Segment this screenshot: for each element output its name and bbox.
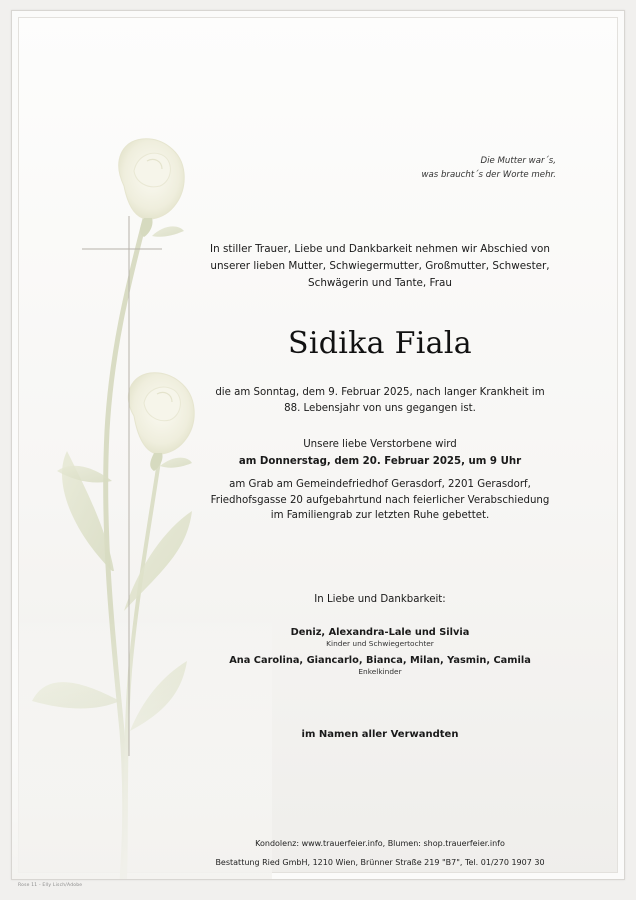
death-line: die am Sonntag, dem 9. Februar 2025, nach langer Krankheit im (215, 387, 545, 398)
ceremony-place (190, 477, 570, 524)
family-group (190, 626, 570, 648)
closing-line: im Namen aller Verwandten (301, 729, 459, 740)
ceremony-date: am Donnerstag, dem 20. Februar 2025, um 9 Uhr (238, 456, 522, 467)
intro-line: unserer lieben Mutter, Schwiegermutter, Großmutter, Schwester, (210, 260, 550, 272)
place-line: Friedhofsgasse 20 aufgebahrtund nach feierlicher Verabschiedung (210, 494, 550, 506)
motto-line: Die Mutter war´s, (480, 156, 556, 166)
ceremony-intro: Unsere liebe Verstorbene wird (303, 439, 457, 450)
family-names: Deniz, Alexandra-Lale und Silvia (290, 627, 470, 638)
intro-line: Schwägerin und Tante, Frau (308, 277, 452, 289)
footer-funeral-home: Bestattung Ried GmbH, 1210 Wien, Brünner Straße 219 "B7", Tel. 01/270 1907 30 (215, 858, 545, 867)
family-group (190, 654, 570, 676)
place-line: im Familiengrab zur letzten Ruhe gebettet. (270, 510, 490, 521)
cross-icon (82, 216, 162, 756)
death-notice (190, 385, 570, 417)
image-credit: Rose 11 - Elly Lisch/Adobe (18, 883, 83, 888)
intro-line: In stiller Trauer, Liebe und Dankbarkeit nehmen wir Abschied von (210, 243, 550, 255)
family-role: Kinder und Schwiegertochter (326, 639, 434, 648)
motto-line: was braucht´s der Worte mehr. (421, 169, 556, 180)
motto-quote (296, 155, 556, 182)
death-line: 88. Lebensjahr von uns gegangen ist. (284, 403, 476, 414)
family-names: Ana Carolina, Giancarlo, Bianca, Milan, Yasmin, Camila (229, 655, 531, 666)
thanks-heading: In Liebe und Dankbarkeit: (314, 594, 446, 605)
family-role: Enkelkinder (358, 667, 402, 676)
footer (190, 834, 570, 872)
intro-text (190, 241, 570, 292)
footer-condolence: Kondolenz: www.trauerfeier.info, Blumen: shop.trauerfeier.info (255, 839, 505, 848)
deceased-name: Sidika Fiala (288, 326, 472, 361)
place-line: am Grab am Gemeindefriedhof Gerasdorf, 2201 Gerasdorf, (229, 479, 531, 490)
